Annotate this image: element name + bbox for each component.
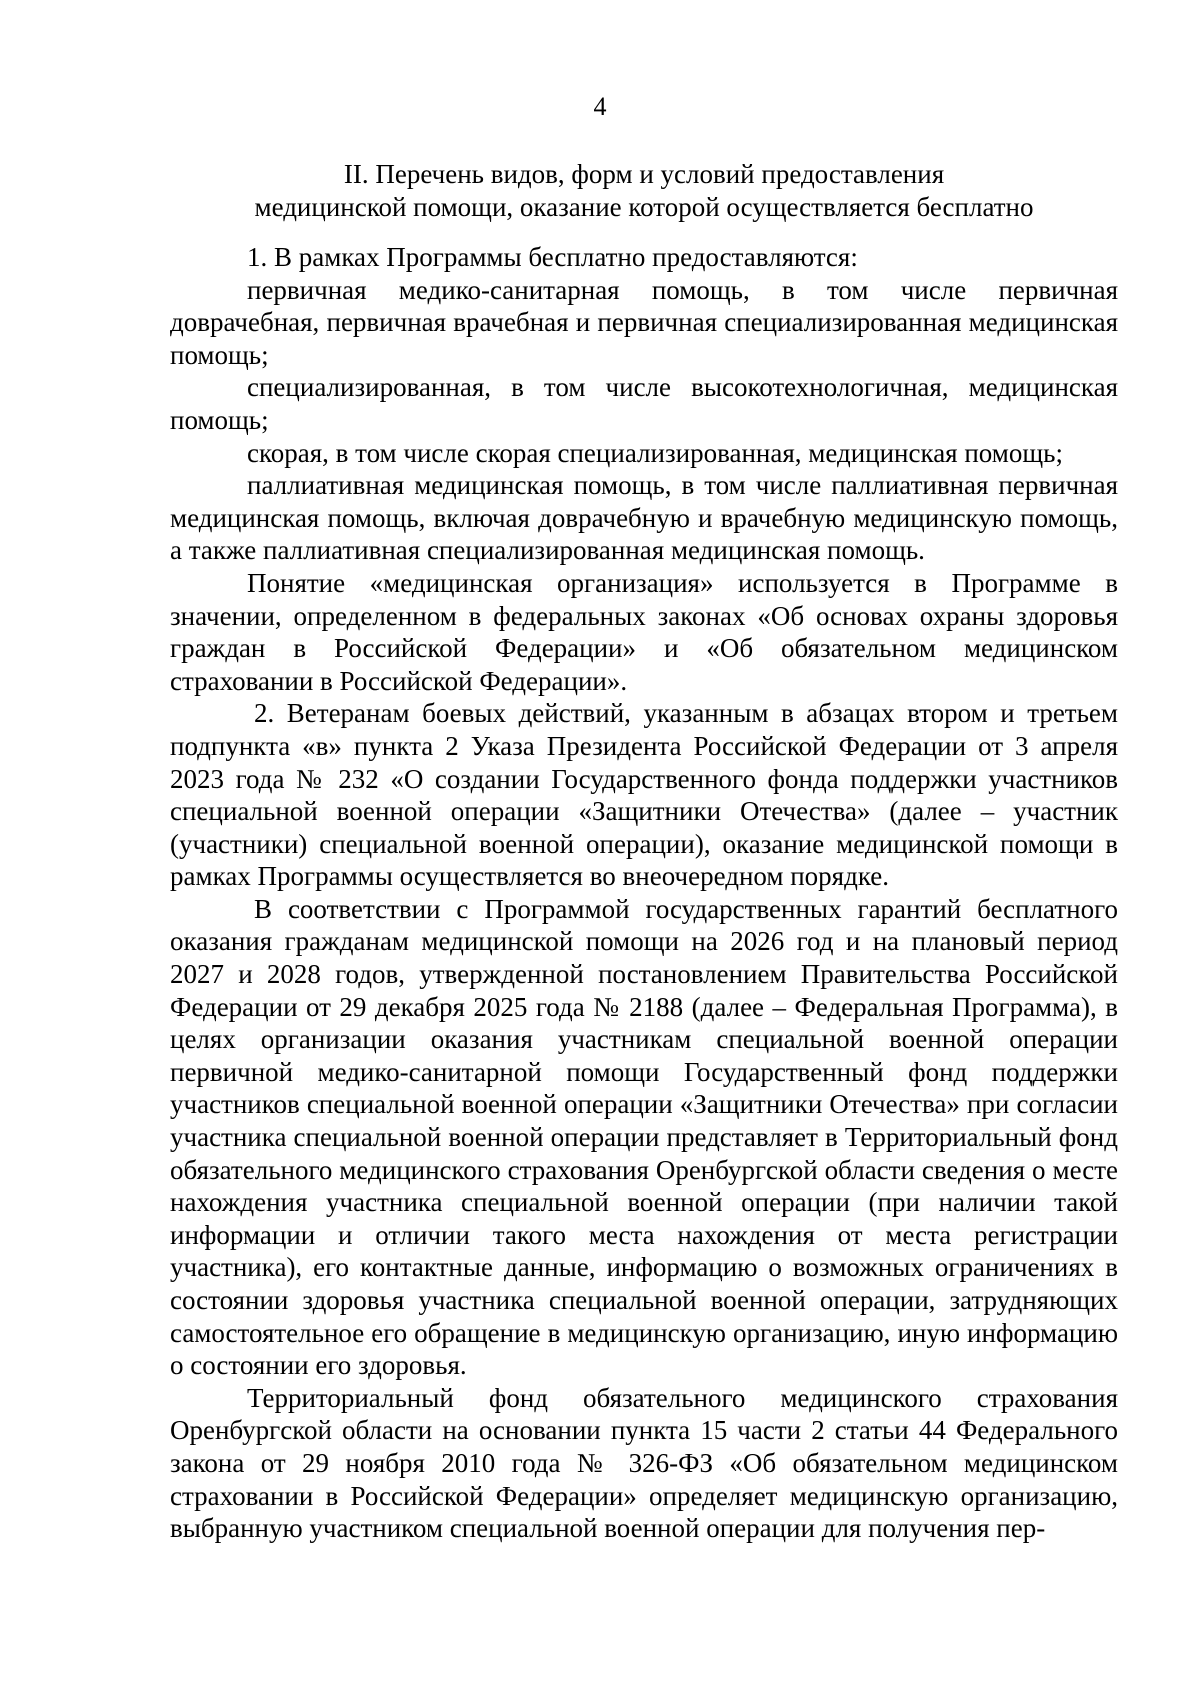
document-body [170, 241, 1118, 1545]
paragraph-emergency-care: скорая, в том числе скорая специализированная, медицинская помощь; [247, 437, 1063, 468]
paragraph-medical-organization-definition: Понятие «медицинская организация» используется в Программе в значении, определенном в федеральных законах «Об основах охраны здоровья граждан в Российской Федерации» и «Об обязательном медицинском страховании в Российской Федерации». [170, 567, 1118, 696]
paragraph-territorial-fund: Территориальный фонд обязательного медицинского страхования Оренбургской области на основании пункта 15 части 2 статьи 44 Федерального закона от 29 ноября 2010 года № 326-ФЗ «Об обязательном медицинском страховании в Российской Федерации» определяет медицинскую организацию, выбранную участником специальной военной операции для получения пер- [170, 1382, 1118, 1544]
paragraph-item-1: 1. В рамках Программы бесплатно предоставляются: [247, 242, 858, 272]
paragraph-federal-program: В соответствии с Программой государственных гарантий бесплатного оказания гражданам медицинской помощи на 2026 год и на плановый период 2027 и 2028 годов, утвержденной постановлением Правительства Российской Федерации от 29 декабря 2025 года № 2188 (далее – Федеральная Программа), в целях организации оказания участникам специальной военной операции первичной медико-санитарной помощи Государственный фонд поддержки участников специальной военной операции «Защитники Отечества» при согласии участника специальной военной операции представляет в Территориальный фонд обязательного медицинского страхования Оренбургской области сведения о месте нахождения участника специальной военной операции (при наличии такой информации и отличии такого места нахождения от места регистрации участника), его контактные данные, информацию о возможных ограничениях в состоянии здоровья участника специальной военной операции, затрудняющих самостоятельное его обращение в медицинскую организацию, иную информацию о состоянии его здоровья. [170, 893, 1118, 1381]
section-title-line-1: II. Перечень видов, форм и условий предоставления [343, 159, 945, 189]
page-number: 4 [593, 92, 607, 121]
paragraph-palliative-care: паллиативная медицинская помощь, в том числе паллиативная первичная медицинская помощь, включая доврачебную и врачебную медицинскую помощь, а также паллиативная специализированная медицинская помощь. [170, 470, 1118, 566]
paragraph-specialized-care: специализированная, в том числе высокотехнологичная, медицинская помощь; [170, 372, 1118, 435]
paragraph-primary-care: первичная медико-санитарная помощь, в том числе первичная доврачебная, первичная врачебная и первичная специализированная медицинская помощь; [170, 274, 1118, 370]
section-title-line-2: медицинской помощи, оказание которой осуществляется бесплатно [254, 192, 1034, 222]
section-title [170, 158, 1118, 224]
paragraph-item-2-veterans: 2. Ветеранам боевых действий, указанным в абзацах втором и третьем подпункта «в» пункта 2 Указа Президента Российской Федерации от 3 апреля 2023 года № 232 «О создании Государственного фонда поддержки участников специальной военной операции «Защитники Отечества» (далее – участник (участники) специальной военной операции), оказание медицинской помощи в рамках Программы осуществляется во внеочередном порядке. [170, 698, 1118, 892]
